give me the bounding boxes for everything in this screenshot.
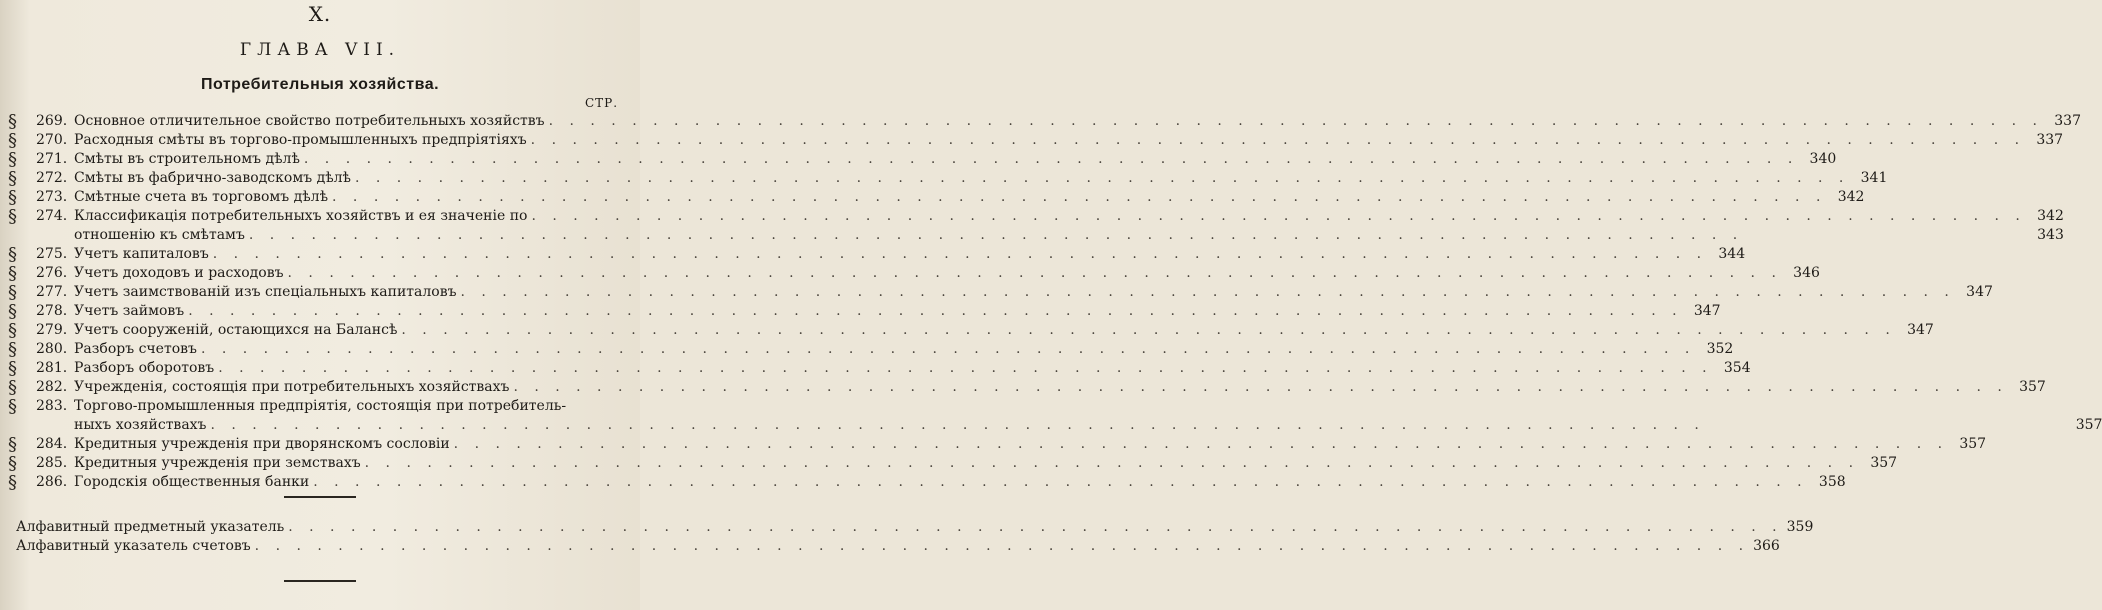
toc-entry <box>8 168 1888 189</box>
dot-leader <box>288 518 1782 537</box>
entry-title: Кредитныя учрежденія при дворянскомъ сословіи <box>74 436 450 452</box>
toc-entry <box>8 263 1820 284</box>
section-number: 284. <box>36 436 68 452</box>
section-sign: § <box>8 263 17 284</box>
entry-lines <box>74 321 1934 340</box>
toc-entry <box>8 472 1846 493</box>
dot-leader <box>210 416 2064 435</box>
toc-entry <box>8 377 2046 398</box>
page-ref: 337 <box>2054 113 2081 129</box>
entry-line <box>74 112 2081 131</box>
toc-entry <box>8 111 2081 132</box>
dot-leader <box>304 150 1798 169</box>
section-number: 286. <box>36 474 68 490</box>
entry-line <box>74 435 1986 454</box>
entry-title: отношенію къ смѣтамъ <box>74 227 245 243</box>
entry-lines <box>74 131 2063 150</box>
entry-line <box>74 245 1745 264</box>
entry-line <box>74 283 1993 302</box>
entry-title: Учетъ капиталовъ <box>74 246 209 262</box>
section-sign: § <box>8 130 17 151</box>
entry-title: Торгово-промышленныя предпріятія, состоящія при потребитель- <box>74 398 567 414</box>
entry-title: Учетъ доходовъ и расходовъ <box>74 265 284 281</box>
toc-entry <box>8 130 2064 151</box>
entry-lines <box>74 397 2102 435</box>
section-sign: § <box>8 168 17 189</box>
toc-entry <box>8 282 1993 303</box>
page-ref: 357 <box>1959 436 1987 452</box>
dot-leader <box>461 283 1955 302</box>
section-sign: § <box>8 339 17 360</box>
entry-title: Учетъ сооруженій, остающихся на Балансѣ <box>74 322 398 338</box>
section-sign: § <box>8 282 17 303</box>
index-title: Алфавитный указатель счетовъ <box>16 538 251 554</box>
section-sign: § <box>8 244 17 265</box>
dot-leader <box>332 188 1826 207</box>
section-sign: § <box>8 358 17 379</box>
toc-entry <box>8 320 1934 341</box>
toc-entry <box>8 149 1837 170</box>
section-number: 273. <box>36 189 68 205</box>
page-ref: 346 <box>1793 265 1820 281</box>
entry-lines <box>74 378 2046 397</box>
section-sign: § <box>8 453 17 474</box>
page-ref: 357 <box>1870 455 1898 471</box>
section-sign: § <box>8 149 17 170</box>
entry-lines <box>74 188 1864 207</box>
entry-line <box>74 359 1751 378</box>
dot-leader <box>201 340 1695 359</box>
section-sign: § <box>8 320 17 341</box>
entry-line <box>74 188 1864 207</box>
page-ref: 343 <box>2037 227 2064 243</box>
entry-lines <box>74 473 1846 492</box>
dot-leader <box>288 264 1782 283</box>
page-ref: 340 <box>1809 151 1837 167</box>
page-column-header: СТР. <box>585 96 619 110</box>
entry-title: Разборъ оборотовъ <box>74 360 215 376</box>
page-number: X. <box>308 2 332 26</box>
section-sign: § <box>8 111 17 132</box>
entry-title: Учетъ заимствованій изъ спеціальныхъ капиталовъ <box>74 284 457 300</box>
page-ref: 357 <box>2019 379 2046 395</box>
entry-line <box>74 397 2102 416</box>
dot-leader <box>454 435 1948 454</box>
section-number: 274. <box>36 208 68 224</box>
entry-title: Смѣты въ фабрично-заводскомъ дѣлѣ <box>74 170 351 186</box>
section-sign: § <box>8 187 17 208</box>
dot-leader <box>249 226 2026 245</box>
divider-rule <box>284 496 356 498</box>
entry-lines <box>74 264 1820 283</box>
section-title: Потребительныя хозяйства. <box>200 76 440 93</box>
section-sign: § <box>8 377 17 398</box>
toc-entry <box>8 206 2064 245</box>
entry-line <box>74 454 1897 473</box>
entry-lines <box>74 245 1745 264</box>
section-sign: § <box>8 396 17 417</box>
dot-leader <box>513 378 2007 397</box>
dot-leader <box>355 169 1849 188</box>
section-number: 271. <box>36 151 68 167</box>
entry-title: Смѣтные счета въ торговомъ дѣлѣ <box>74 189 329 205</box>
page-ref: 342 <box>2037 208 2064 224</box>
section-sign: § <box>8 301 17 322</box>
page-ref: 354 <box>1723 360 1751 376</box>
toc-entry <box>8 339 1734 360</box>
index-entry <box>16 537 1780 556</box>
section-sign: § <box>8 472 17 493</box>
entry-line <box>74 169 1887 188</box>
entry-title: Городскія общественныя банки <box>74 474 310 490</box>
page-ref: 342 <box>1837 189 1865 205</box>
toc-entry <box>8 434 1987 455</box>
entry-lines <box>74 454 1897 473</box>
entry-title: Учетъ займовъ <box>74 303 185 319</box>
entry-lines <box>74 435 1986 454</box>
entry-title: Классификація потребительныхъ хозяйствъ и ея значеніе по <box>74 208 528 224</box>
entry-lines <box>74 112 2081 131</box>
entry-line <box>74 302 1721 321</box>
index-entry <box>16 518 1814 537</box>
section-number: 282. <box>36 379 68 395</box>
entry-lines <box>74 359 1751 378</box>
entry-title: Основное отличительное свойство потребительныхъ хозяйствъ <box>74 113 545 129</box>
entry-lines <box>74 302 1721 321</box>
dot-leader <box>255 537 1749 556</box>
dot-leader <box>365 454 1859 473</box>
section-number: 280. <box>36 341 68 357</box>
index-title: Алфавитный предметный указатель <box>16 519 285 535</box>
entry-lines <box>74 150 1836 169</box>
entry-lines <box>74 207 2064 245</box>
entry-title: Смѣты въ строительномъ дѣлѣ <box>74 151 300 167</box>
section-number: 277. <box>36 284 68 300</box>
entry-line <box>74 226 2064 245</box>
entry-line <box>74 131 2063 150</box>
dot-leader <box>401 321 1895 340</box>
section-sign: § <box>8 206 17 227</box>
page-ref: 357 <box>2075 417 2102 433</box>
entry-line <box>74 264 1820 283</box>
page-ref: 347 <box>1693 303 1721 319</box>
entry-title: ныхъ хозяйствахъ <box>74 417 207 433</box>
dot-leader <box>549 112 2043 131</box>
divider-rule-bottom <box>284 580 356 582</box>
section-number: 276. <box>36 265 68 281</box>
toc-entry <box>8 244 1746 265</box>
entry-lines <box>74 283 1993 302</box>
index-list <box>16 518 1814 556</box>
entry-line <box>74 473 1846 492</box>
dot-leader <box>531 131 2025 150</box>
section-sign: § <box>8 434 17 455</box>
section-number: 279. <box>36 322 68 338</box>
page-ref: 344 <box>1718 246 1746 262</box>
page-ref: 347 <box>1907 322 1934 338</box>
page-ref: 347 <box>1966 284 1993 300</box>
section-number: 270. <box>36 132 68 148</box>
page-ref: 366 <box>1753 538 1780 554</box>
page-ref: 337 <box>2036 132 2064 148</box>
section-number: 272. <box>36 170 68 186</box>
page-ref: 341 <box>1860 170 1888 186</box>
dot-leader <box>218 359 1712 378</box>
section-number: 278. <box>36 303 68 319</box>
toc-entry <box>8 396 2102 435</box>
chapter-heading: ГЛАВА VII. <box>239 40 401 60</box>
toc-entry <box>8 358 1751 379</box>
toc-entry <box>8 301 1721 322</box>
toc-entry <box>8 453 1898 474</box>
toc-entry <box>8 187 1865 208</box>
dot-leader <box>213 245 1707 264</box>
page-ref: 358 <box>1818 474 1846 490</box>
page-ref: 359 <box>1786 519 1814 535</box>
entry-lines <box>74 340 1733 359</box>
entry-line <box>74 416 2102 435</box>
dot-leader <box>531 207 2025 226</box>
dot-leader <box>188 302 1682 321</box>
entry-line <box>74 207 2064 226</box>
section-number: 283. <box>36 398 68 414</box>
entry-title: Учрежденія, состоящія при потребительныхъ хозяйствахъ <box>74 379 510 395</box>
entry-title: Кредитныя учрежденія при земствахъ <box>74 455 361 471</box>
entry-line <box>74 340 1733 359</box>
section-number: 285. <box>36 455 68 471</box>
entry-title: Разборъ счетовъ <box>74 341 197 357</box>
dot-leader <box>313 473 1807 492</box>
entry-title: Расходныя смѣты въ торгово-промышленныхъ предпріятіяхъ <box>74 132 527 148</box>
entry-line <box>74 378 2046 397</box>
table-of-contents <box>8 111 2102 493</box>
page-ref: 352 <box>1706 341 1734 357</box>
section-number: 275. <box>36 246 68 262</box>
entry-line <box>74 150 1836 169</box>
entry-lines <box>74 169 1887 188</box>
section-number: 269. <box>36 113 68 129</box>
section-number: 281. <box>36 360 68 376</box>
entry-line <box>74 321 1934 340</box>
